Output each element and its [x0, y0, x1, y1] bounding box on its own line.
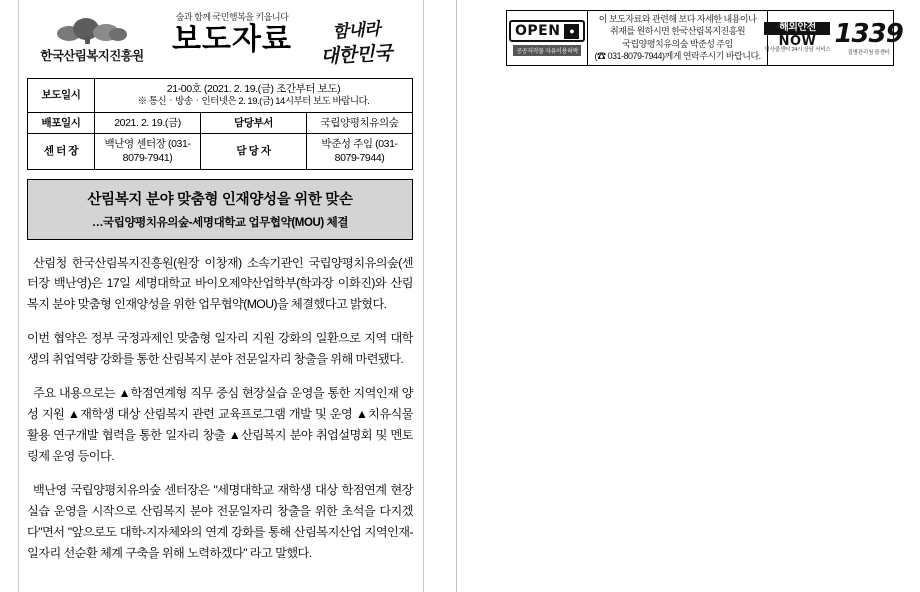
row-value-department: 국립양평치유의숲: [307, 112, 413, 133]
release-date-line2: ※ 통신‧방송‧인터넷은 2. 19.(금) 14시부터 보도 바랍니다.: [137, 96, 370, 108]
paragraph-4: 백난영 국립양평치유의숲 센터장은 "세명대학교 재학생 대상 학점연계 현장실습 운영을 시작으로 산림복지 분야 전문일자리 창출을 위한 초석을 다지겠다"면서 "앞으로도 대학-지자체와의 연계 강화를 통해 산림복지산업 지역인재-일자리 선순환 체계 구축을 위해 노력하겠다" 라고 말했다.: [27, 483, 413, 561]
open-license-caption: 공공저작물 자유이용허락: [513, 45, 581, 56]
table-row: [28, 79, 413, 113]
hotline-number: 1339: [834, 18, 903, 49]
row-label-release-date: 보도일시: [28, 79, 95, 113]
overseas-safety-caption: 영사콜센터 24시 상담 서비스: [764, 47, 831, 54]
document-header: [27, 10, 413, 72]
page-title: 보도자료: [172, 22, 292, 57]
paragraph-3: 주요 내용으로는 ▲학점연계형 직무 중심 현장실습 운영을 통한 지역인재 양성 지원 ▲재학생 대상 산림복지 관련 교육프로그램 개발 및 운영 ▲치유식물 활용 연구개발 협력을 통한 일자리 창출 ▲산림복지 분야 취업설명회 및 멘토링제 운영 등이다.: [27, 386, 413, 464]
press-info-table: [27, 78, 413, 170]
body-text: [27, 253, 413, 565]
paragraph-1: 산림청 한국산림복지진흥원(원장 이창재) 소속기관인 국립양평치유의숲(센터장 백난영)은 17일 세명대학교 바이오제약산업학부(학과장 이화진)와 산림복지 분야 맞춤형 인재양성을 위한 업무협약(MOU)을 체결했다고 밝혔다.: [27, 255, 413, 312]
press-release-page: [18, 0, 424, 592]
campaign-brand-line2: 대한민국: [319, 43, 393, 68]
row-value-release-date: [95, 79, 413, 113]
notice-line-1: 이 보도자료와 관련해 보다 자세한 내용이나: [598, 14, 757, 24]
row-value-center-head: 백난영 센터장 (031-8079-7941): [95, 134, 201, 169]
row-label-contact-person: 담 당 자: [201, 134, 307, 169]
overseas-safety-label: 해외안전: [764, 22, 830, 35]
campaign-brand: [301, 16, 411, 67]
headline-sub: …국립양평치유의숲-세명대학교 업무협약(MOU) 체결: [91, 216, 349, 229]
open-person-icon: ●: [564, 24, 579, 39]
headline-box: [27, 179, 413, 240]
header-slogan: 숲과 함께 국민행복을 키웁니다: [175, 12, 289, 22]
notice-line-3: 국립양평치유의숲 박준성 주임: [622, 38, 733, 49]
document-title-block: [157, 10, 307, 56]
hotline-block: [764, 11, 903, 65]
row-value-distribution-date: 2021. 2. 19.(금): [95, 112, 201, 133]
overseas-safety-logo: [764, 22, 830, 54]
forest-cloud-icon: [55, 14, 129, 44]
notice-line-4: (☎ 031-8079-7944)께게 연락주시기 바랍니다.: [594, 50, 761, 61]
table-row: [28, 112, 413, 133]
campaign-brand-line1: 함내라: [331, 19, 381, 42]
table-row: [28, 134, 413, 169]
row-value-contact-person: 박준성 주임 (031-8079-7944): [307, 134, 413, 169]
hotline-number-caption: 질병관리청 콜센터: [847, 49, 890, 56]
headline-main: 산림복지 분야 맞춤형 인재양성을 위한 맞손: [87, 191, 353, 208]
overseas-safety-now: NOW: [778, 33, 817, 49]
page-divider: [456, 0, 457, 592]
notice-line-2: 취재를 원하시면 한국산림복지진흥원: [609, 26, 746, 37]
open-license-badge: [509, 20, 585, 42]
release-date-line1: 21-00호 (2021. 2. 19.(금) 조간부터 보도): [166, 83, 341, 95]
open-label: OPEN: [515, 23, 561, 39]
banner-notice: [588, 11, 767, 65]
row-label-distribution-date: 배포일시: [28, 112, 95, 133]
document-content: [27, 10, 413, 577]
contact-banner: [506, 10, 903, 66]
hotline-number-block: [834, 18, 903, 56]
row-label-department: 담당부서: [201, 112, 307, 133]
row-label-center-head: 센 터 장: [28, 134, 95, 169]
paragraph-2: 이번 협약은 정부 국정과제인 맞춤형 일자리 지원 강화의 일환으로 지역 대학생의 취업역량 강화를 통한 산림복지 분야 전문일자리 창출을 위해 마련됐다.: [27, 331, 413, 367]
open-license-block: [507, 11, 588, 65]
organization-name: 한국산림복지진흥원: [40, 49, 144, 63]
organization-logo: [33, 14, 151, 64]
